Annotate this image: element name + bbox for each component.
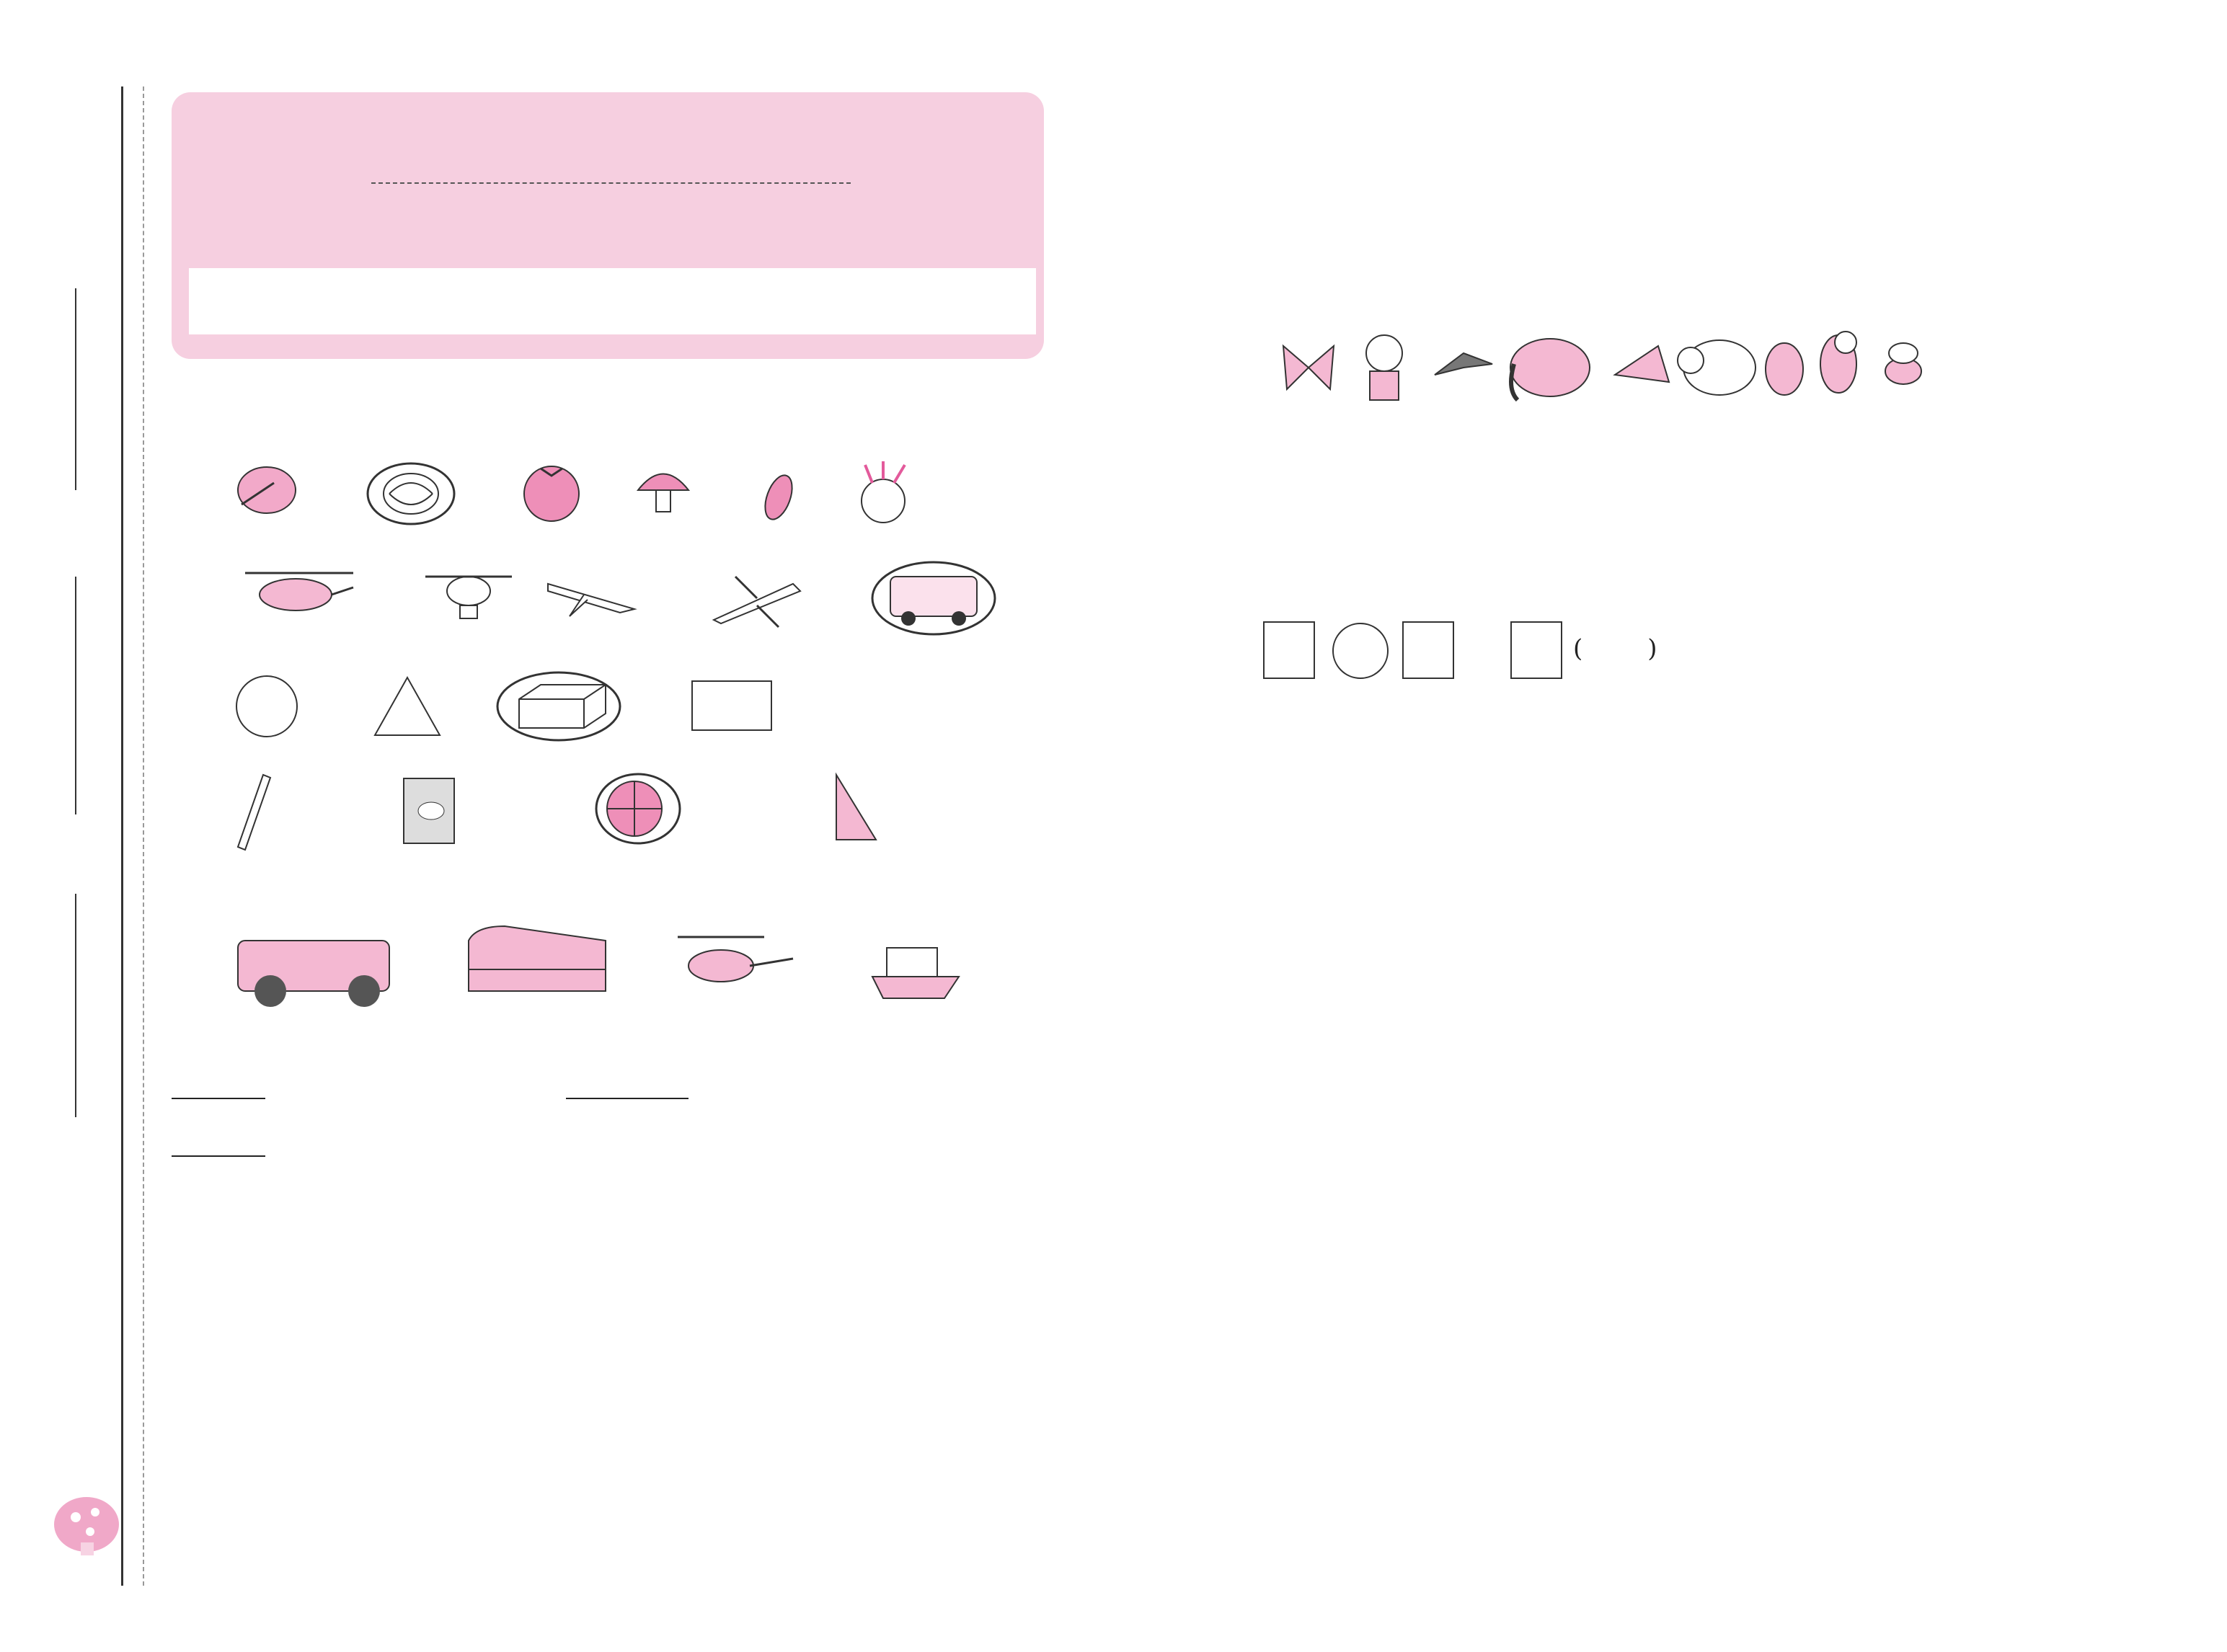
s3-para-2 [238,1502,324,1532]
s5-bar-chart [1298,1251,1846,1589]
binding-line-outer [121,86,123,1586]
elephant-icon [1510,339,1590,400]
s1-row3-items [231,667,793,746]
helicopter-icon [245,573,353,610]
book-icon [404,778,454,843]
triangle-shape-icon [375,678,440,735]
eq-box-b[interactable] [1402,621,1454,679]
s2-q2 [566,1076,689,1106]
jeep-icon [238,941,389,1007]
tomato-icon [524,466,579,521]
s1-row2-items [231,555,1009,641]
s1-row1-items [231,454,937,526]
s4-count-table [1359,441,1878,529]
mushroom-logo-icon [50,1492,130,1557]
sheep-icon [1678,340,1756,395]
toy-helicopter-icon [425,577,512,618]
train-icon [469,926,606,991]
cabbage-icon [238,467,296,513]
s2-answer-3[interactable] [172,1155,265,1157]
s2-answer-1[interactable] [172,1098,265,1099]
pen-icon [238,775,270,850]
owl-icon [1766,343,1803,395]
basketball-icon [596,774,680,843]
eggplant-icon [760,471,797,523]
s4-animals [1276,324,1947,411]
watermelon-icon [368,463,454,524]
turnip-icon [862,461,905,523]
s2-q1 [172,1076,265,1106]
s1-row4-items [231,768,894,854]
s2-vehicles [231,919,966,1013]
set-square-icon [836,775,876,840]
circle-shape-icon [236,676,297,737]
cuboid-shape-icon [497,672,620,740]
bird1-icon [1435,353,1492,375]
name-line [75,288,76,490]
mushroom-icon [638,474,689,512]
s2-q3 [172,1134,265,1163]
plane2-icon [714,577,800,627]
dog-icon [1820,332,1856,393]
van-icon [872,562,995,634]
bird2-icon [1615,346,1669,382]
plane1-icon [548,584,634,616]
helicopter2-icon [678,937,793,982]
title-divider [371,182,851,184]
eq-operator-circle[interactable] [1332,623,1389,679]
ship-icon [872,948,959,998]
score-table [189,268,1036,334]
s3-para-3 [238,1559,411,1589]
butterfly-icon [1283,346,1334,389]
s3-floor-table [301,1326,1051,1413]
eq-box-a[interactable] [1263,621,1315,679]
s2-answer-2[interactable] [566,1098,689,1099]
id-line [75,577,76,814]
monkey-icon [1366,335,1402,400]
rectangle-shape-icon [692,681,771,730]
eq-unit: ( ) [1573,634,1657,663]
bee-icon [1885,343,1921,384]
class-line [75,894,76,1117]
eq-box-result[interactable] [1510,621,1562,679]
s3-para-1 [238,1445,296,1475]
binding-line-dashed [143,86,144,1586]
